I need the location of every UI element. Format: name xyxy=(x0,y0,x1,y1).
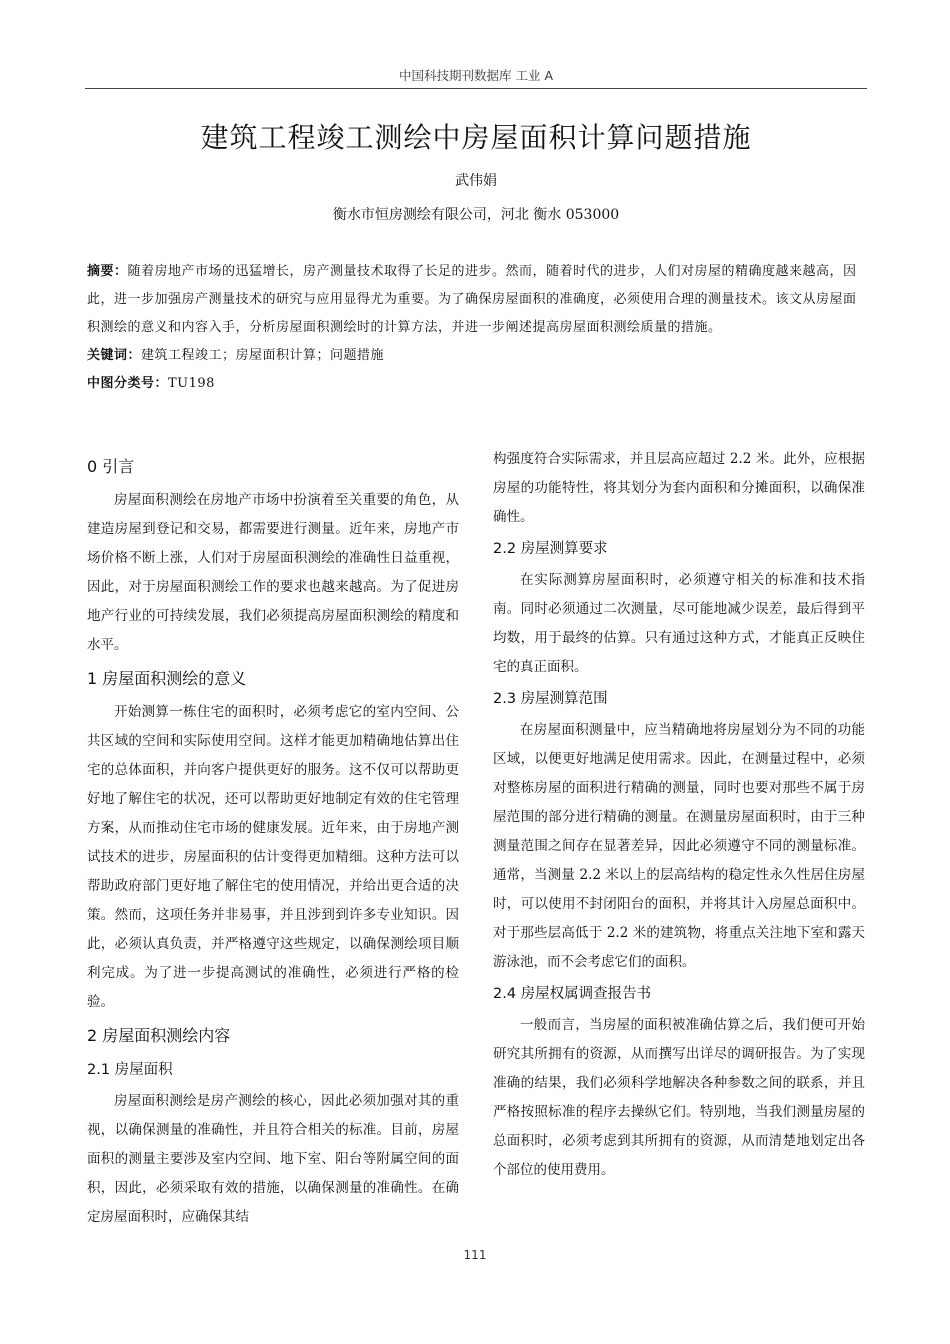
section-2-4-heading: 2.4 房屋权属调查报告书 xyxy=(493,986,652,1002)
section-0-heading: 0 引言 xyxy=(87,457,135,476)
keywords-text: 建筑工程竣工；房屋面积计算；问题措施 xyxy=(141,348,385,363)
page-number: 111 xyxy=(463,1248,487,1262)
paper-title: 建筑工程竣工测绘中房屋面积计算问题措施 xyxy=(200,121,752,154)
section-2-heading: 2 房屋面积测绘内容 xyxy=(87,1026,231,1045)
section-2-2-paragraph: 在实际测算房屋面积时，必须遵守相关的标准和技术指南。同时必须通过二次测量，尽可能地减少误差，最后得到平均数，用于最终的估算。只有通过这种方式，才能真正反映住宅的真正面积。 xyxy=(493,572,865,675)
section-2-1-heading: 2.1 房屋面积 xyxy=(87,1062,173,1078)
keywords xyxy=(87,342,865,370)
section-2-3-paragraph: 在房屋面积测量中，应当精确地将房屋划分为不同的功能区域，以便更好地满足使用需求。因此，在测量过程中，必须对整栋房屋的面积进行精确的测量，同时也要对那些不属于房屋范围的部分进行精确的测量。在测量房屋面积时，由于三种测量范围之间存在显著差异，因此必须遵守不同的测量标准。通常，当测量 2.2 米以上的层高结构的稳定性永久性居住房屋时，可以使用不封闭阳台的面积，并将其计入房屋总面积中。对于那些层高低于 2.2 米的建筑物，将重点关注地下室和露天游泳池，而不会考虑它们的面积。 xyxy=(493,722,865,970)
section-2-3-heading: 2.3 房屋测算范围 xyxy=(493,691,608,707)
right-column xyxy=(493,445,865,1185)
section-2-1-paragraph-continued: 构强度符合实际需求，并且层高应超过 2.2 米。此外，应根据房屋的功能特性，将其划分为套内面积和分摊面积，以确保准确性。 xyxy=(493,451,865,525)
section-0-paragraph: 房屋面积测绘在房地产市场中扮演着至关重要的角色，从建造房屋到登记和交易，都需要进行测量。近年来，房地产市场价格不断上涨，人们对于房屋面积测绘的准确性日益重视，因此，对于房屋面积测绘工作的要求也越来越高。为了促进房地产行业的可持续发展，我们必须提高房屋面积测绘的精度和水平。 xyxy=(87,492,459,653)
section-2-2-heading: 2.2 房屋测算要求 xyxy=(493,541,608,557)
header-rule xyxy=(85,88,867,89)
affiliation: 衡水市恒房测绘有限公司，河北 衡水 053000 xyxy=(332,207,620,223)
section-2-1-paragraph: 房屋面积测绘是房产测绘的核心，因此必须加强对其的重视，以确保测量的准确性，并且符合相关的标准。目前，房屋面积的测量主要涉及室内空间、地下室、阳台等附属空间的面积，因此，必须采取有效的措施，以确保测量的准确性。在确定房屋面积时，应确保其结 xyxy=(87,1093,459,1225)
clc xyxy=(87,370,865,398)
abstract-text: 随着房地产市场的迅猛增长，房产测量技术取得了长足的进步。然而，随着时代的进步，人们对房屋的精确度越来越高，因此，进一步加强房产测量技术的研究与应用显得尤为重要。为了确保房屋面积的准确度，必须使用合理的测量技术。该文从房屋面积测绘的意义和内容入手，分析房屋面积测绘时的计算方法，并进一步阐述提高房屋面积测绘质量的措施。 xyxy=(87,264,857,335)
clc-label: 中图分类号： xyxy=(87,376,169,391)
section-1-heading: 1 房屋面积测绘的意义 xyxy=(87,669,247,688)
journal-header: 中国科技期刊数据库 工业 A xyxy=(399,68,553,83)
keywords-label: 关键词： xyxy=(87,348,142,363)
left-column xyxy=(87,448,459,1232)
author: 武伟娟 xyxy=(455,173,497,189)
clc-text: TU198 xyxy=(168,376,215,391)
abstract-label: 摘要： xyxy=(87,264,128,279)
section-2-4-paragraph: 一般而言，当房屋的面积被准确估算之后，我们便可开始研究其所拥有的资源，从而撰写出详尽的调研报告。为了实现准确的结果，我们必须科学地解决各种参数之间的联系，并且严格按照标准的程序去操纵它们。特别地，当我们测量房屋的总面积时，必须考虑到其所拥有的资源，从而清楚地划定出各个部位的使用费用。 xyxy=(493,1017,865,1178)
abstract xyxy=(87,258,865,342)
abstract-block xyxy=(87,258,865,398)
section-1-paragraph: 开始测算一栋住宅的面积时，必须考虑它的室内空间、公共区域的空间和实际使用空间。这样才能更加精确地估算出住宅的总体面积，并向客户提供更好的服务。这不仅可以帮助更好地了解住宅的状况，还可以帮助更好地制定有效的住宅管理方案，从而推动住宅市场的健康发展。近年来，由于房地产测试技术的进步，房屋面积的估计变得更加精细。这种方法可以帮助政府部门更好地了解住宅的使用情况，并给出更合适的决策。然而，这项任务并非易事，并且涉到到许多专业知识。因此，必须认真负责，并严格遵守这些规定，以确保测绘项目顺利完成。为了进一步提高测试的准确性，必须进行严格的检验。 xyxy=(87,704,459,1010)
